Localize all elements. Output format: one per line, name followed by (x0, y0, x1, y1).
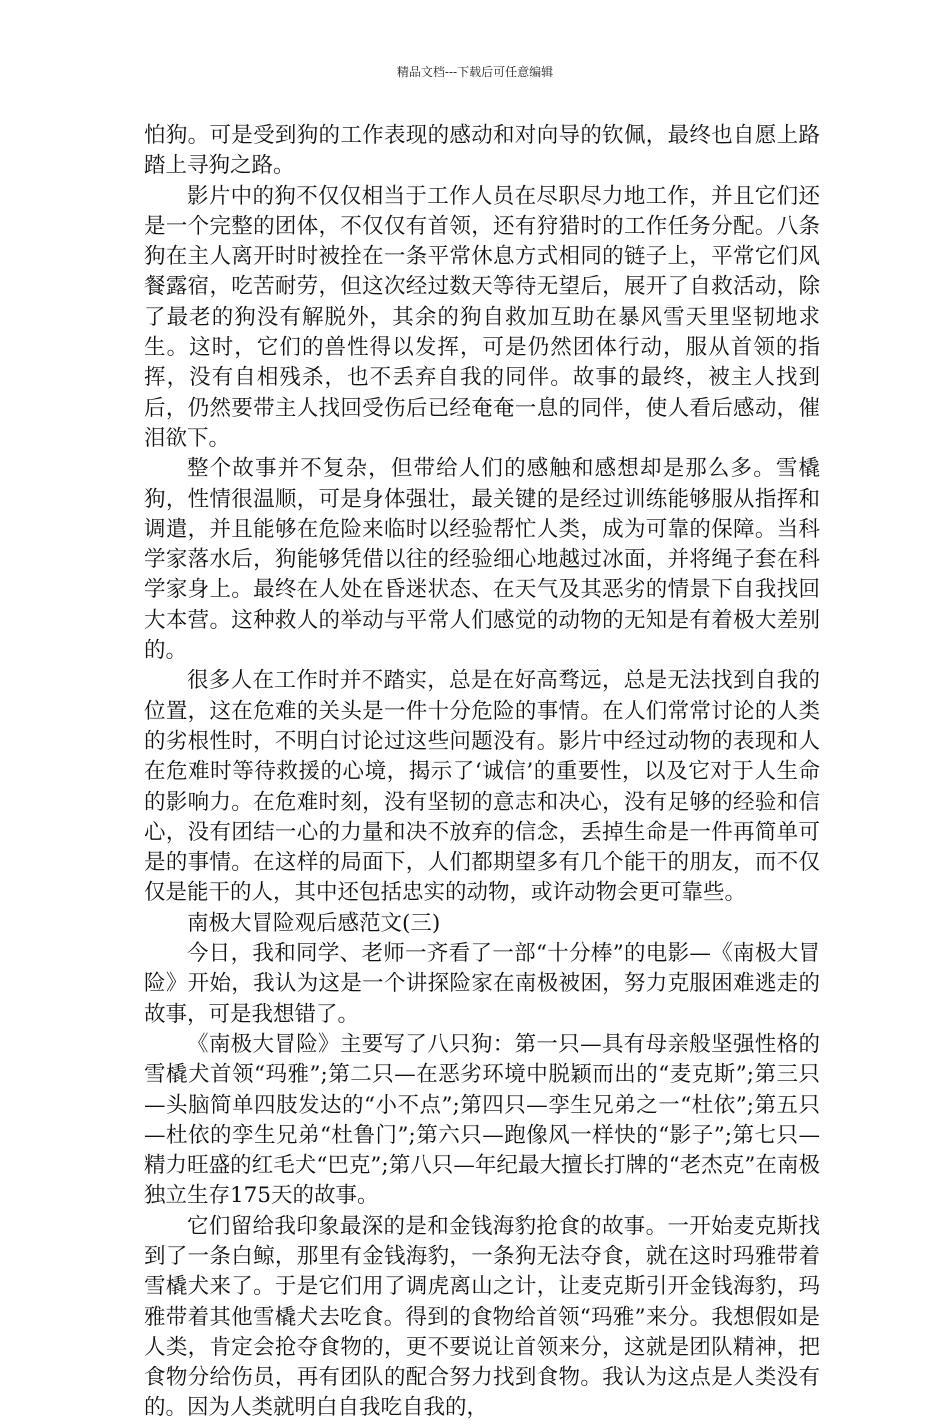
paragraph: 影片中的狗不仅仅相当于工作人员在尽职尽力地工作，并且它们还是一个完整的团体，不仅仅有首领，还有狩猎时的工作任务分配。八条狗在主人离开时时被拴在一条平常休息方式相同的链子上，平常它们风餐露宿，吃苦耐劳，但这次经过数天等待无望后，展开了自救活动，除了最老的狗没有解脱外，其余的狗自救加互助在暴风雪天里坚韧地求生。这时，它们的兽性得以发挥，可是仍然团体行动，服从首领的指挥，没有自相残杀，也不丢弃自我的同伴。故事的最终，被主人找到后，仍然要带主人找回受伤后已经奄奄一息的同伴，使人看后感动，催泪欲下。 (144, 183, 820, 451)
paragraph: 今日，我和同学、老师一齐看了一部“十分棒”的电影—《南极大冒险》开始，我认为这是一个讲探险家在南极被困，努力克服困难逃走的故事，可是我想错了。 (144, 941, 820, 1027)
paragraph-continuation: 怕狗。可是受到狗的工作表现的感动和对向导的钦佩，最终也自愿上路踏上寻狗之路。 (144, 123, 820, 179)
document-body (144, 121, 820, 1424)
paragraph: 很多人在工作时并不踏实，总是在好高骛远，总是无法找到自我的位置，这在危难的关头是一件十分危险的事情。在人们常常讨论的人类的劣根性时，不明白讨论过这些问题没有。影片中经过动物的表现和人在危难时等待救援的心境，揭示了‘诚信’的重要性，以及它对于人生命的影响力。在危难时刻，没有坚韧的意志和决心，没有足够的经验和信心，没有团结一心的力量和决不放弃的信念，丢掉生命是一件再简单可是的事情。在这样的局面下，人们都期望多有几个能干的朋友，而不仅仅是能干的人，其中还包括忠实的动物，或许动物会更可靠些。 (144, 668, 820, 906)
paragraph: 它们留给我印象最深的是和金钱海豹抢食的故事。一开始麦克斯找到了一条白鲸，那里有金钱海豹，一条狗无法夺食，就在这时玛雅带着雪橇犬来了。于是它们用了调虎离山之计，让麦克斯引开金钱海豹，玛雅带着其他雪橇犬去吃食。得到的食物给首领“玛雅”来分。我想假如是人类，肯定会抢夺食物的，更不要说让首领来分，这就是团队精神，把食物分给伤员，再有团队的配合努力找到食物。我认为这点是人类没有的。因为人类就明白自我吃自我的， (144, 1213, 820, 1421)
section-heading: 南极大冒险观后感范文(三) (187, 910, 441, 936)
page-header: 精品文档---下载后可任意编辑 (396, 65, 554, 79)
paragraph: 《南极大冒险》主要写了八只狗：第一只—具有母亲般坚强性格的雪橇犬首领“玛雅”;第二只—在恶劣环境中脱颖而出的“麦克斯”;第三只—头脑简单四肢发达的“小不点”;第四只—孪生兄弟之一“杜依”;第五只—杜依的孪生兄弟“杜鲁门”;第六只—跑像风一样快的“影子”;第七只—精力旺盛的红毛犬“巴克”;第八只—年纪最大擅长打牌的“老杰克”在南极独立生存175天的故事。 (144, 1031, 820, 1209)
paragraph: 整个故事并不复杂，但带给人们的感触和感想却是那么多。雪橇狗，性情很温顺，可是身体强壮，最关键的是经过训练能够服从指挥和调遣，并且能够在危险来临时以经验帮忙人类，成为可靠的保障。当科学家落水后，狗能够凭借以往的经验细心地越过冰面，并将绳子套在科学家身上。最终在人处在昏迷状态、在天气及其恶劣的情景下自我找回大本营。这种救人的举动与平常人们感觉的动物的无知是有着极大差别的。 (144, 456, 820, 664)
